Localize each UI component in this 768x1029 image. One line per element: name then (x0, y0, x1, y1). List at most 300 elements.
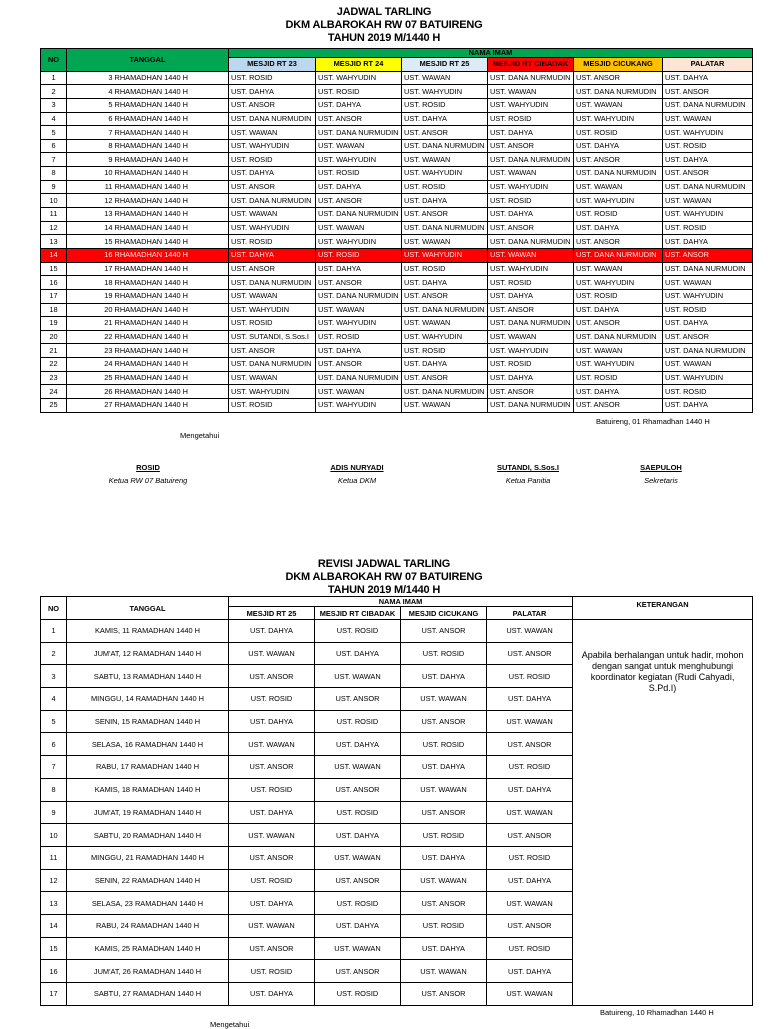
imam-cell: UST. WAWAN (663, 112, 753, 126)
imam-cell: UST. ROSID (229, 71, 316, 85)
row-date: 14 RHAMADHAN 1440 H (67, 221, 229, 235)
row-date: MINGGU, 21 RAMADHAN 1440 H (67, 846, 229, 869)
row-number: 16 (41, 960, 67, 983)
imam-cell: UST. DAHYA (401, 937, 487, 960)
imam-cell: UST. ROSID (401, 824, 487, 847)
row-number: 9 (41, 180, 67, 194)
row-number: 1 (41, 620, 67, 643)
imam-cell: UST. ANSOR (574, 317, 663, 331)
row-number: 9 (41, 801, 67, 824)
row-date: 7 RHAMADHAN 1440 H (67, 126, 229, 140)
imam-cell: UST. ANSOR (401, 892, 487, 915)
table-row (41, 194, 753, 208)
imam-cell: UST. DAHYA (488, 208, 574, 222)
imam-cell: UST. WAHYUDIN (574, 112, 663, 126)
imam-cell: UST. WAWAN (488, 248, 574, 262)
imam-cell: UST. DAHYA (574, 385, 663, 399)
imam-cell: UST. DAHYA (487, 688, 573, 711)
table-row (41, 248, 753, 262)
row-number: 25 (41, 399, 67, 413)
mosque-header: MESJID CICUKANG (401, 607, 487, 620)
imam-cell: UST. ANSOR (663, 330, 753, 344)
imam-cell: UST. WAWAN (229, 642, 315, 665)
imam-cell: UST. DAHYA (488, 126, 574, 140)
row-date: 3 RHAMADHAN 1440 H (67, 71, 229, 85)
imam-cell: UST. ANSOR (488, 221, 574, 235)
imam-cell: UST. ROSID (402, 262, 488, 276)
imam-cell: UST. ROSID (574, 208, 663, 222)
imam-cell: UST. DAHYA (229, 620, 315, 643)
imam-cell: UST. DANA NURMUDIN (663, 344, 753, 358)
imam-cell: UST. ANSOR (487, 914, 573, 937)
table-row (41, 262, 753, 276)
signatory-name: ADIS NURYADI (330, 463, 384, 472)
imam-cell: UST. WAWAN (401, 869, 487, 892)
imam-cell: UST. DANA NURMUDIN (316, 208, 402, 222)
imam-cell: UST. DAHYA (315, 733, 401, 756)
imam-cell: UST. ROSID (663, 303, 753, 317)
row-date: SELASA, 16 RAMADHAN 1440 H (67, 733, 229, 756)
table-row (41, 317, 753, 331)
imam-cell: UST. ROSID (229, 399, 316, 413)
imam-cell: UST. ANSOR (574, 235, 663, 249)
imam-cell: UST. ROSID (401, 914, 487, 937)
imam-cell: UST. ANSOR (574, 399, 663, 413)
imam-cell: UST. WAWAN (315, 846, 401, 869)
row-date: SABTU, 20 RAMADHAN 1440 H (67, 824, 229, 847)
imam-cell: UST. ROSID (402, 344, 488, 358)
imam-cell: UST. ANSOR (402, 208, 488, 222)
imam-cell: UST. ANSOR (316, 358, 402, 372)
mosque-header: MESJID RT CIBADAK (315, 607, 401, 620)
imam-cell: UST. ROSID (315, 620, 401, 643)
imam-cell: UST. WAWAN (401, 778, 487, 801)
imam-cell: UST. WAWAN (229, 126, 316, 140)
imam-cell: UST. DANA NURMUDIN (488, 399, 574, 413)
imam-cell: UST. WAWAN (487, 620, 573, 643)
row-date: 27 RHAMADHAN 1440 H (67, 399, 229, 413)
imam-cell: UST. DAHYA (401, 756, 487, 779)
imam-cell: UST. ANSOR (315, 688, 401, 711)
row-number: 11 (41, 846, 67, 869)
row-number: 10 (41, 194, 67, 208)
imam-cell: UST. WAHYUDIN (488, 180, 574, 194)
row-date: KAMIS, 11 RAMADHAN 1440 H (67, 620, 229, 643)
imam-cell: UST. ROSID (488, 194, 574, 208)
imam-cell: UST. ANSOR (402, 126, 488, 140)
imam-cell: UST. ROSID (488, 276, 574, 290)
imam-cell: UST. ROSID (229, 778, 315, 801)
imam-cell: UST. WAWAN (402, 153, 488, 167)
table-row (41, 180, 753, 194)
column-header-nama-imam: NAMA IMAM (229, 49, 753, 58)
imam-cell: UST. WAHYUDIN (402, 248, 488, 262)
imam-cell: UST. ROSID (401, 642, 487, 665)
imam-cell: UST. ANSOR (574, 153, 663, 167)
imam-cell: UST. WAHYUDIN (316, 317, 402, 331)
imam-cell: UST. ROSID (574, 126, 663, 140)
imam-cell: UST. WAHYUDIN (316, 235, 402, 249)
imam-cell: UST. WAWAN (663, 194, 753, 208)
mosque-header: MESJID RT 25 (229, 607, 315, 620)
row-number: 15 (41, 937, 67, 960)
imam-cell: UST. WAHYUDIN (663, 371, 753, 385)
row-date: KAMIS, 18 RAMADHAN 1440 H (67, 778, 229, 801)
imam-cell: UST. DAHYA (229, 85, 316, 99)
table-row (41, 167, 753, 181)
imam-cell: UST. DAHYA (229, 892, 315, 915)
imam-cell: UST. WAHYUDIN (402, 167, 488, 181)
imam-cell: UST. DAHYA (316, 344, 402, 358)
imam-cell: UST. DANA NURMUDIN (488, 153, 574, 167)
row-date: JUM'AT, 26 RAMADHAN 1440 H (67, 960, 229, 983)
imam-cell: UST. WAHYUDIN (229, 221, 316, 235)
imam-cell: UST. ROSID (315, 801, 401, 824)
imam-cell: UST. ROSID (316, 167, 402, 181)
imam-cell: UST. ROSID (663, 221, 753, 235)
imam-cell: UST. DANA NURMUDIN (488, 71, 574, 85)
mosque-header: MESJID RT 24 (316, 58, 402, 72)
column-header-keterangan: KETERANGAN (573, 597, 753, 620)
imam-cell: UST. ANSOR (488, 385, 574, 399)
row-number: 5 (41, 710, 67, 733)
imam-cell: UST. DAHYA (315, 642, 401, 665)
row-date: 19 RHAMADHAN 1440 H (67, 289, 229, 303)
imam-cell: UST. SUTANDI, S.Sos.I (229, 330, 316, 344)
imam-cell: UST. DAHYA (315, 914, 401, 937)
schedule1-title-line: JADWAL TARLING (336, 6, 432, 18)
imam-cell: UST. WAWAN (316, 139, 402, 153)
imam-cell: UST. WAHYUDIN (574, 358, 663, 372)
keterangan-note: Apabila berhalangan untuk hadir, mohon dengan sangat untuk menghubungi koordinator kegiatan (Rudi Cahyadi, S.Pd.I) (573, 620, 753, 1006)
mengetahui-label: Mengetahui (180, 431, 220, 440)
imam-cell: UST. DAHYA (663, 71, 753, 85)
imam-cell: UST. WAWAN (574, 98, 663, 112)
imam-cell: UST. DANA NURMUDIN (402, 221, 488, 235)
imam-cell: UST. ROSID (401, 733, 487, 756)
table-row (41, 153, 753, 167)
imam-cell: UST. WAHYUDIN (402, 330, 488, 344)
row-date: 6 RHAMADHAN 1440 H (67, 112, 229, 126)
imam-cell: UST. ANSOR (229, 665, 315, 688)
table-row (41, 126, 753, 140)
imam-cell: UST. DAHYA (488, 289, 574, 303)
imam-cell: UST. DAHYA (663, 399, 753, 413)
imam-cell: UST. DAHYA (229, 167, 316, 181)
row-date: 13 RHAMADHAN 1440 H (67, 208, 229, 222)
imam-cell: UST. DAHYA (402, 194, 488, 208)
imam-cell: UST. ROSID (574, 289, 663, 303)
mosque-header: MESJID RT 25 (402, 58, 488, 72)
imam-cell: UST. ANSOR (316, 112, 402, 126)
row-date: 18 RHAMADHAN 1440 H (67, 276, 229, 290)
row-date: 11 RHAMADHAN 1440 H (67, 180, 229, 194)
mengetahui-label-revision: Mengetahui (210, 1020, 250, 1029)
imam-cell: UST. WAWAN (574, 262, 663, 276)
schedule1-table (40, 48, 753, 413)
table-row (41, 98, 753, 112)
table-row (41, 399, 753, 413)
row-number: 6 (41, 139, 67, 153)
imam-cell: UST. WAHYUDIN (316, 399, 402, 413)
row-date: 17 RHAMADHAN 1440 H (67, 262, 229, 276)
row-number: 14 (41, 248, 67, 262)
row-date: 12 RHAMADHAN 1440 H (67, 194, 229, 208)
imam-cell: UST. DAHYA (487, 960, 573, 983)
imam-cell: UST. ROSID (663, 139, 753, 153)
imam-cell: UST. WAWAN (401, 688, 487, 711)
row-number: 7 (41, 153, 67, 167)
table-row (41, 221, 753, 235)
row-number: 17 (41, 289, 67, 303)
column-header-no: NO (41, 49, 67, 72)
imam-cell: UST. DANA NURMUDIN (574, 85, 663, 99)
imam-cell: UST. WAWAN (316, 303, 402, 317)
imam-cell: UST. DANA NURMUDIN (663, 98, 753, 112)
imam-cell: UST. ANSOR (229, 344, 316, 358)
imam-cell: UST. ANSOR (316, 194, 402, 208)
signatory-role: Ketua DKM (337, 476, 377, 485)
row-date: 22 RHAMADHAN 1440 H (67, 330, 229, 344)
signatory-name: ROSID (136, 463, 160, 472)
table-row (41, 303, 753, 317)
imam-cell: UST. WAHYUDIN (663, 126, 753, 140)
row-date: SABTU, 13 RAMADHAN 1440 H (67, 665, 229, 688)
mosque-header: MESJID CICUKANG (574, 58, 663, 72)
row-date: 24 RHAMADHAN 1440 H (67, 358, 229, 372)
imam-cell: UST. ROSID (487, 665, 573, 688)
imam-cell: UST. ANSOR (315, 960, 401, 983)
schedule1-title-line: DKM ALBAROKAH RW 07 BATUIRENG (285, 19, 483, 31)
imam-cell: UST. WAWAN (316, 385, 402, 399)
table-row (41, 208, 753, 222)
row-date: RABU, 24 RAMADHAN 1440 H (67, 914, 229, 937)
imam-cell: UST. DANA NURMUDIN (663, 180, 753, 194)
row-number: 16 (41, 276, 67, 290)
schedule1-title-line: TAHUN 2019 M/1440 H (327, 32, 441, 44)
imam-cell: UST. ROSID (316, 85, 402, 99)
table-row (41, 139, 753, 153)
imam-cell: UST. ROSID (229, 235, 316, 249)
imam-cell: UST. WAWAN (488, 85, 574, 99)
imam-cell: UST. ROSID (488, 112, 574, 126)
row-number: 6 (41, 733, 67, 756)
table-row (41, 371, 753, 385)
schedule2-title-line: TAHUN 2019 M/1440 H (327, 584, 441, 596)
row-number: 12 (41, 869, 67, 892)
imam-cell: UST. ROSID (402, 180, 488, 194)
imam-cell: UST. ROSID (229, 688, 315, 711)
imam-cell: UST. DANA NURMUDIN (488, 317, 574, 331)
schedule2-table (40, 596, 753, 1006)
row-date: 26 RHAMADHAN 1440 H (67, 385, 229, 399)
imam-cell: UST. WAHYUDIN (488, 262, 574, 276)
signatory-role: Ketua RW 07 Batuireng (108, 476, 188, 485)
row-date: 5 RHAMADHAN 1440 H (67, 98, 229, 112)
imam-cell: UST. ANSOR (487, 642, 573, 665)
imam-cell: UST. DAHYA (315, 824, 401, 847)
imam-cell: UST. WAHYUDIN (316, 71, 402, 85)
imam-cell: UST. WAWAN (488, 167, 574, 181)
schedule2-title (0, 558, 768, 597)
imam-cell: UST. DAHYA (574, 221, 663, 235)
imam-cell: UST. DAHYA (402, 358, 488, 372)
row-date: 21 RHAMADHAN 1440 H (67, 317, 229, 331)
imam-cell: UST. DAHYA (663, 235, 753, 249)
imam-cell: UST. WAWAN (402, 71, 488, 85)
imam-cell: UST. ANSOR (663, 167, 753, 181)
imam-cell: UST. DANA NURMUDIN (663, 262, 753, 276)
imam-cell: UST. ROSID (229, 960, 315, 983)
table-row (41, 235, 753, 249)
imam-cell: UST. WAHYUDIN (663, 208, 753, 222)
imam-cell: UST. WAHYUDIN (574, 194, 663, 208)
imam-cell: UST. ANSOR (229, 262, 316, 276)
imam-cell: UST. DANA NURMUDIN (574, 330, 663, 344)
imam-cell: UST. DANA NURMUDIN (402, 303, 488, 317)
imam-cell: UST. WAWAN (488, 330, 574, 344)
imam-cell: UST. DAHYA (229, 710, 315, 733)
imam-cell: UST. DANA NURMUDIN (316, 289, 402, 303)
row-date: JUM'AT, 19 RAMADHAN 1440 H (67, 801, 229, 824)
imam-cell: UST. ANSOR (402, 289, 488, 303)
imam-cell: UST. WAHYUDIN (229, 385, 316, 399)
row-number: 11 (41, 208, 67, 222)
row-number: 13 (41, 892, 67, 915)
place-date-revision: Batuireng, 10 Rhamadhan 1440 H (600, 1008, 714, 1017)
imam-cell: UST. DAHYA (574, 139, 663, 153)
imam-cell: UST. ANSOR (488, 139, 574, 153)
row-number: 13 (41, 235, 67, 249)
imam-cell: UST. ANSOR (663, 85, 753, 99)
imam-cell: UST. ROSID (315, 710, 401, 733)
imam-cell: UST. DAHYA (487, 778, 573, 801)
imam-cell: UST. DAHYA (574, 303, 663, 317)
imam-cell: UST. DAHYA (402, 276, 488, 290)
imam-cell: UST. DAHYA (316, 262, 402, 276)
imam-cell: UST. WAHYUDIN (229, 139, 316, 153)
imam-cell: UST. DAHYA (488, 371, 574, 385)
imam-cell: UST. DAHYA (663, 153, 753, 167)
row-number: 5 (41, 126, 67, 140)
row-number: 3 (41, 98, 67, 112)
imam-cell: UST. WAWAN (487, 801, 573, 824)
imam-cell: UST. DAHYA (663, 317, 753, 331)
imam-cell: UST. DANA NURMUDIN (574, 167, 663, 181)
table-row (41, 85, 753, 99)
imam-cell: UST. WAWAN (574, 344, 663, 358)
row-number: 2 (41, 642, 67, 665)
row-date: KAMIS, 25 RAMADHAN 1440 H (67, 937, 229, 960)
mosque-header: MESJID RT CIBADAK (488, 58, 574, 72)
table-row (41, 344, 753, 358)
imam-cell: UST. DANA NURMUDIN (316, 126, 402, 140)
table-row (41, 385, 753, 399)
row-date: 20 RHAMADHAN 1440 H (67, 303, 229, 317)
imam-cell: UST. ANSOR (315, 869, 401, 892)
imam-cell: UST. DAHYA (316, 98, 402, 112)
row-date: 4 RHAMADHAN 1440 H (67, 85, 229, 99)
imam-cell: UST. ROSID (229, 153, 316, 167)
imam-cell: UST. WAWAN (315, 937, 401, 960)
row-date: SENIN, 15 RAMADHAN 1440 H (67, 710, 229, 733)
imam-cell: UST. DANA NURMUDIN (229, 112, 316, 126)
imam-cell: UST. ANSOR (229, 937, 315, 960)
row-number: 8 (41, 778, 67, 801)
row-number: 21 (41, 344, 67, 358)
imam-cell: UST. ROSID (488, 358, 574, 372)
row-date: 15 RHAMADHAN 1440 H (67, 235, 229, 249)
imam-cell: UST. WAWAN (315, 665, 401, 688)
row-number: 18 (41, 303, 67, 317)
mosque-header: MESJID RT 23 (229, 58, 316, 72)
row-number: 22 (41, 358, 67, 372)
row-date: SABTU, 27 RAMADHAN 1440 H (67, 983, 229, 1006)
imam-cell: UST. ROSID (487, 937, 573, 960)
row-number: 4 (41, 112, 67, 126)
mosque-header: PALATAR (487, 607, 573, 620)
row-date: RABU, 17 RAMADHAN 1440 H (67, 756, 229, 779)
imam-cell: UST. DANA NURMUDIN (229, 358, 316, 372)
imam-cell: UST. WAWAN (574, 180, 663, 194)
imam-cell: UST. DANA NURMUDIN (574, 248, 663, 262)
row-number: 3 (41, 665, 67, 688)
column-header-tanggal: TANGGAL (67, 49, 229, 72)
imam-cell: UST. DANA NURMUDIN (402, 139, 488, 153)
imam-cell: UST. DANA NURMUDIN (402, 385, 488, 399)
table-row (41, 289, 753, 303)
mosque-header: PALATAR (663, 58, 753, 72)
imam-cell: UST. WAWAN (402, 399, 488, 413)
imam-cell: UST. ANSOR (574, 71, 663, 85)
imam-cell: UST. DANA NURMUDIN (488, 235, 574, 249)
row-number: 7 (41, 756, 67, 779)
imam-cell: UST. WAHYUDIN (488, 98, 574, 112)
row-number: 20 (41, 330, 67, 344)
imam-cell: UST. ANSOR (315, 778, 401, 801)
row-date: 9 RHAMADHAN 1440 H (67, 153, 229, 167)
imam-cell: UST. ROSID (229, 869, 315, 892)
table-row (41, 620, 753, 643)
table-row (41, 71, 753, 85)
column-header-no: NO (41, 597, 67, 620)
imam-cell: UST. DANA NURMUDIN (316, 371, 402, 385)
imam-cell: UST. WAWAN (229, 289, 316, 303)
imam-cell: UST. WAWAN (229, 208, 316, 222)
imam-cell: UST. DAHYA (401, 846, 487, 869)
imam-cell: UST. ROSID (402, 98, 488, 112)
row-number: 15 (41, 262, 67, 276)
schedule2-title-line: DKM ALBAROKAH RW 07 BATUIRENG (285, 571, 483, 583)
imam-cell: UST. ROSID (315, 983, 401, 1006)
row-date: 16 RHAMADHAN 1440 H (67, 248, 229, 262)
imam-cell: UST. DANA NURMUDIN (229, 194, 316, 208)
imam-cell: UST. ANSOR (401, 710, 487, 733)
imam-cell: UST. ANSOR (488, 303, 574, 317)
imam-cell: UST. WAWAN (316, 221, 402, 235)
imam-cell: UST. WAHYUDIN (402, 85, 488, 99)
row-number: 8 (41, 167, 67, 181)
imam-cell: UST. DANA NURMUDIN (229, 276, 316, 290)
row-number: 2 (41, 85, 67, 99)
table-row (41, 358, 753, 372)
table-row (41, 112, 753, 126)
table-row (41, 276, 753, 290)
row-number: 4 (41, 688, 67, 711)
row-number: 24 (41, 385, 67, 399)
imam-cell: UST. WAWAN (402, 235, 488, 249)
imam-cell: UST. DAHYA (316, 180, 402, 194)
